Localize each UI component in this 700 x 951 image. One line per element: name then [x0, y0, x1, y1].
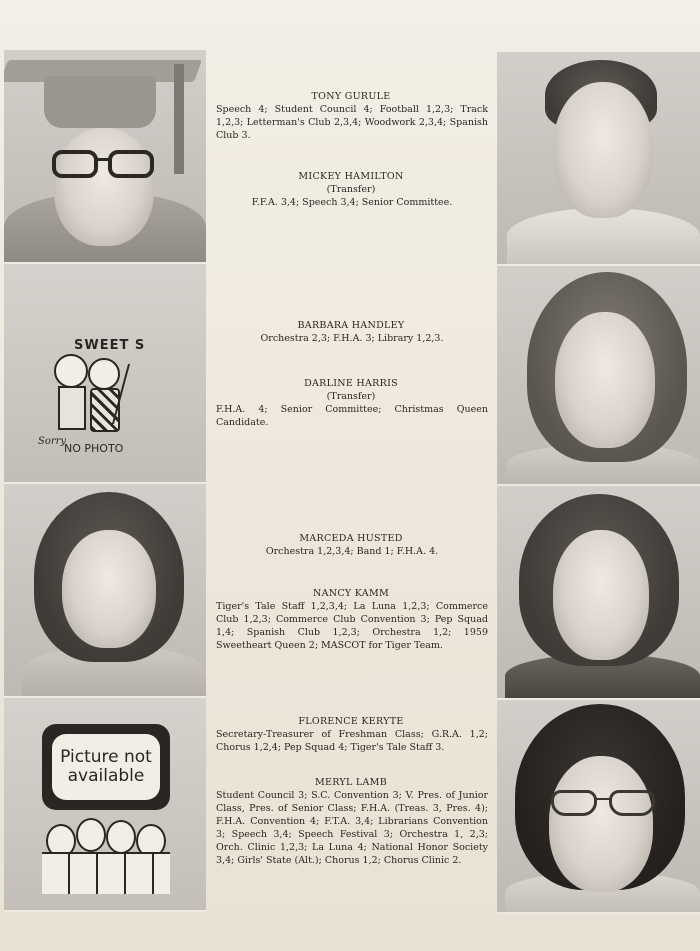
photo-meryl-lamb	[497, 700, 700, 914]
student-activities: F.F.A. 3,4; Speech 3,4; Senior Committee.	[251, 197, 453, 208]
photo-nancy-kamm	[497, 486, 700, 700]
entry-nancy-kamm	[206, 587, 496, 652]
student-activities: Student Council 3; S.C. Convention 3; V. Pres. of Junior Class, Pres. of Senior Class; F.H.A. (Treas. 3, Pres. 4); F.H.A. Convention 4; F.T.A. 3,4; Librarians Convention 3; Speech 3,4; Speech Festival 3; Orchestra 1, 2,3; Orch. Clinic 1,2,3; La Luna 4; National Honor Society 3,4; Girls' State (Alt.); Chorus 1,2; Chorus Clinic 2.	[216, 790, 488, 866]
audience-icon	[42, 816, 170, 894]
photo-darline-harris	[497, 266, 700, 486]
student-name: MICKEY HAMILTON	[298, 171, 404, 182]
student-activities: F.H.A. 4; Senior Committee; Christmas Queen Candidate.	[216, 404, 488, 428]
student-activities: Speech 4; Student Council 4; Football 1,2,3; Track 1,2,3; Letterman's Club 2,3,4; Woodwork 2,3,4; Spanish Club 3.	[216, 104, 488, 141]
right-photo-column	[497, 52, 700, 912]
student-name: NANCY KAMM	[312, 588, 390, 599]
entry-marceda-husted	[206, 532, 496, 558]
student-name: MARCEDA HUSTED	[299, 533, 403, 544]
student-activities: Tiger's Tale Staff 1,2,3,4; La Luna 1,2,3; Commerce Club 1,2,3; Commerce Club Convention 3; Pep Squad 1,4; Spanish Club 1,2,3; Orchestra 1,2; 1959 Sweetheart Queen 2; MASCOT for Tiger Team.	[216, 601, 488, 651]
sorry-text: Sorry	[38, 436, 67, 447]
student-activities: Secretary-Treasurer of Freshman Class; G.R.A. 1,2; Chorus 1,2,4; Pep Squad 4; Tiger's Tale Staff 3.	[216, 729, 488, 753]
student-activities: Orchestra 2,3; F.H.A. 3; Library 1,2,3.	[260, 333, 444, 344]
picture-not-available-text: Picture not available	[52, 734, 160, 800]
photo-tony-gurule	[4, 50, 206, 264]
entry-barbara-handley	[206, 319, 496, 345]
graduation-cap-icon	[4, 52, 204, 142]
photo-mickey-hamilton	[497, 52, 700, 266]
student-name: TONY GURULE	[311, 91, 391, 102]
entry-mickey-hamilton	[206, 170, 496, 209]
student-activities: Orchestra 1,2,3,4; Band 1; F.H.A. 4.	[265, 546, 439, 557]
no-photo-text: NO PHOTO	[64, 442, 124, 455]
glasses-icon	[551, 790, 655, 820]
student-name: DARLINE HARRIS	[304, 378, 398, 389]
left-photo-column	[4, 50, 206, 910]
student-name: MERYL LAMB	[314, 777, 387, 788]
entry-florence-keryte	[206, 715, 496, 754]
student-name: BARBARA HANDLEY	[297, 320, 405, 331]
glasses-icon	[52, 150, 156, 182]
no-photo-sticker-handley	[4, 264, 206, 484]
entry-darline-harris	[206, 377, 496, 429]
no-photo-tv-placeholder-keryte	[4, 698, 206, 912]
tv-icon	[42, 724, 170, 810]
cartoon-couple-icon	[54, 354, 144, 444]
entry-meryl-lamb	[206, 776, 496, 867]
student-name: FLORENCE KERYTE	[298, 716, 404, 727]
entry-tony-gurule	[206, 90, 496, 142]
sweets-sign-text: SWEET S	[74, 338, 146, 353]
photo-marceda-husted	[4, 484, 206, 698]
student-note: (Transfer)	[326, 391, 376, 402]
student-note: (Transfer)	[326, 184, 376, 195]
